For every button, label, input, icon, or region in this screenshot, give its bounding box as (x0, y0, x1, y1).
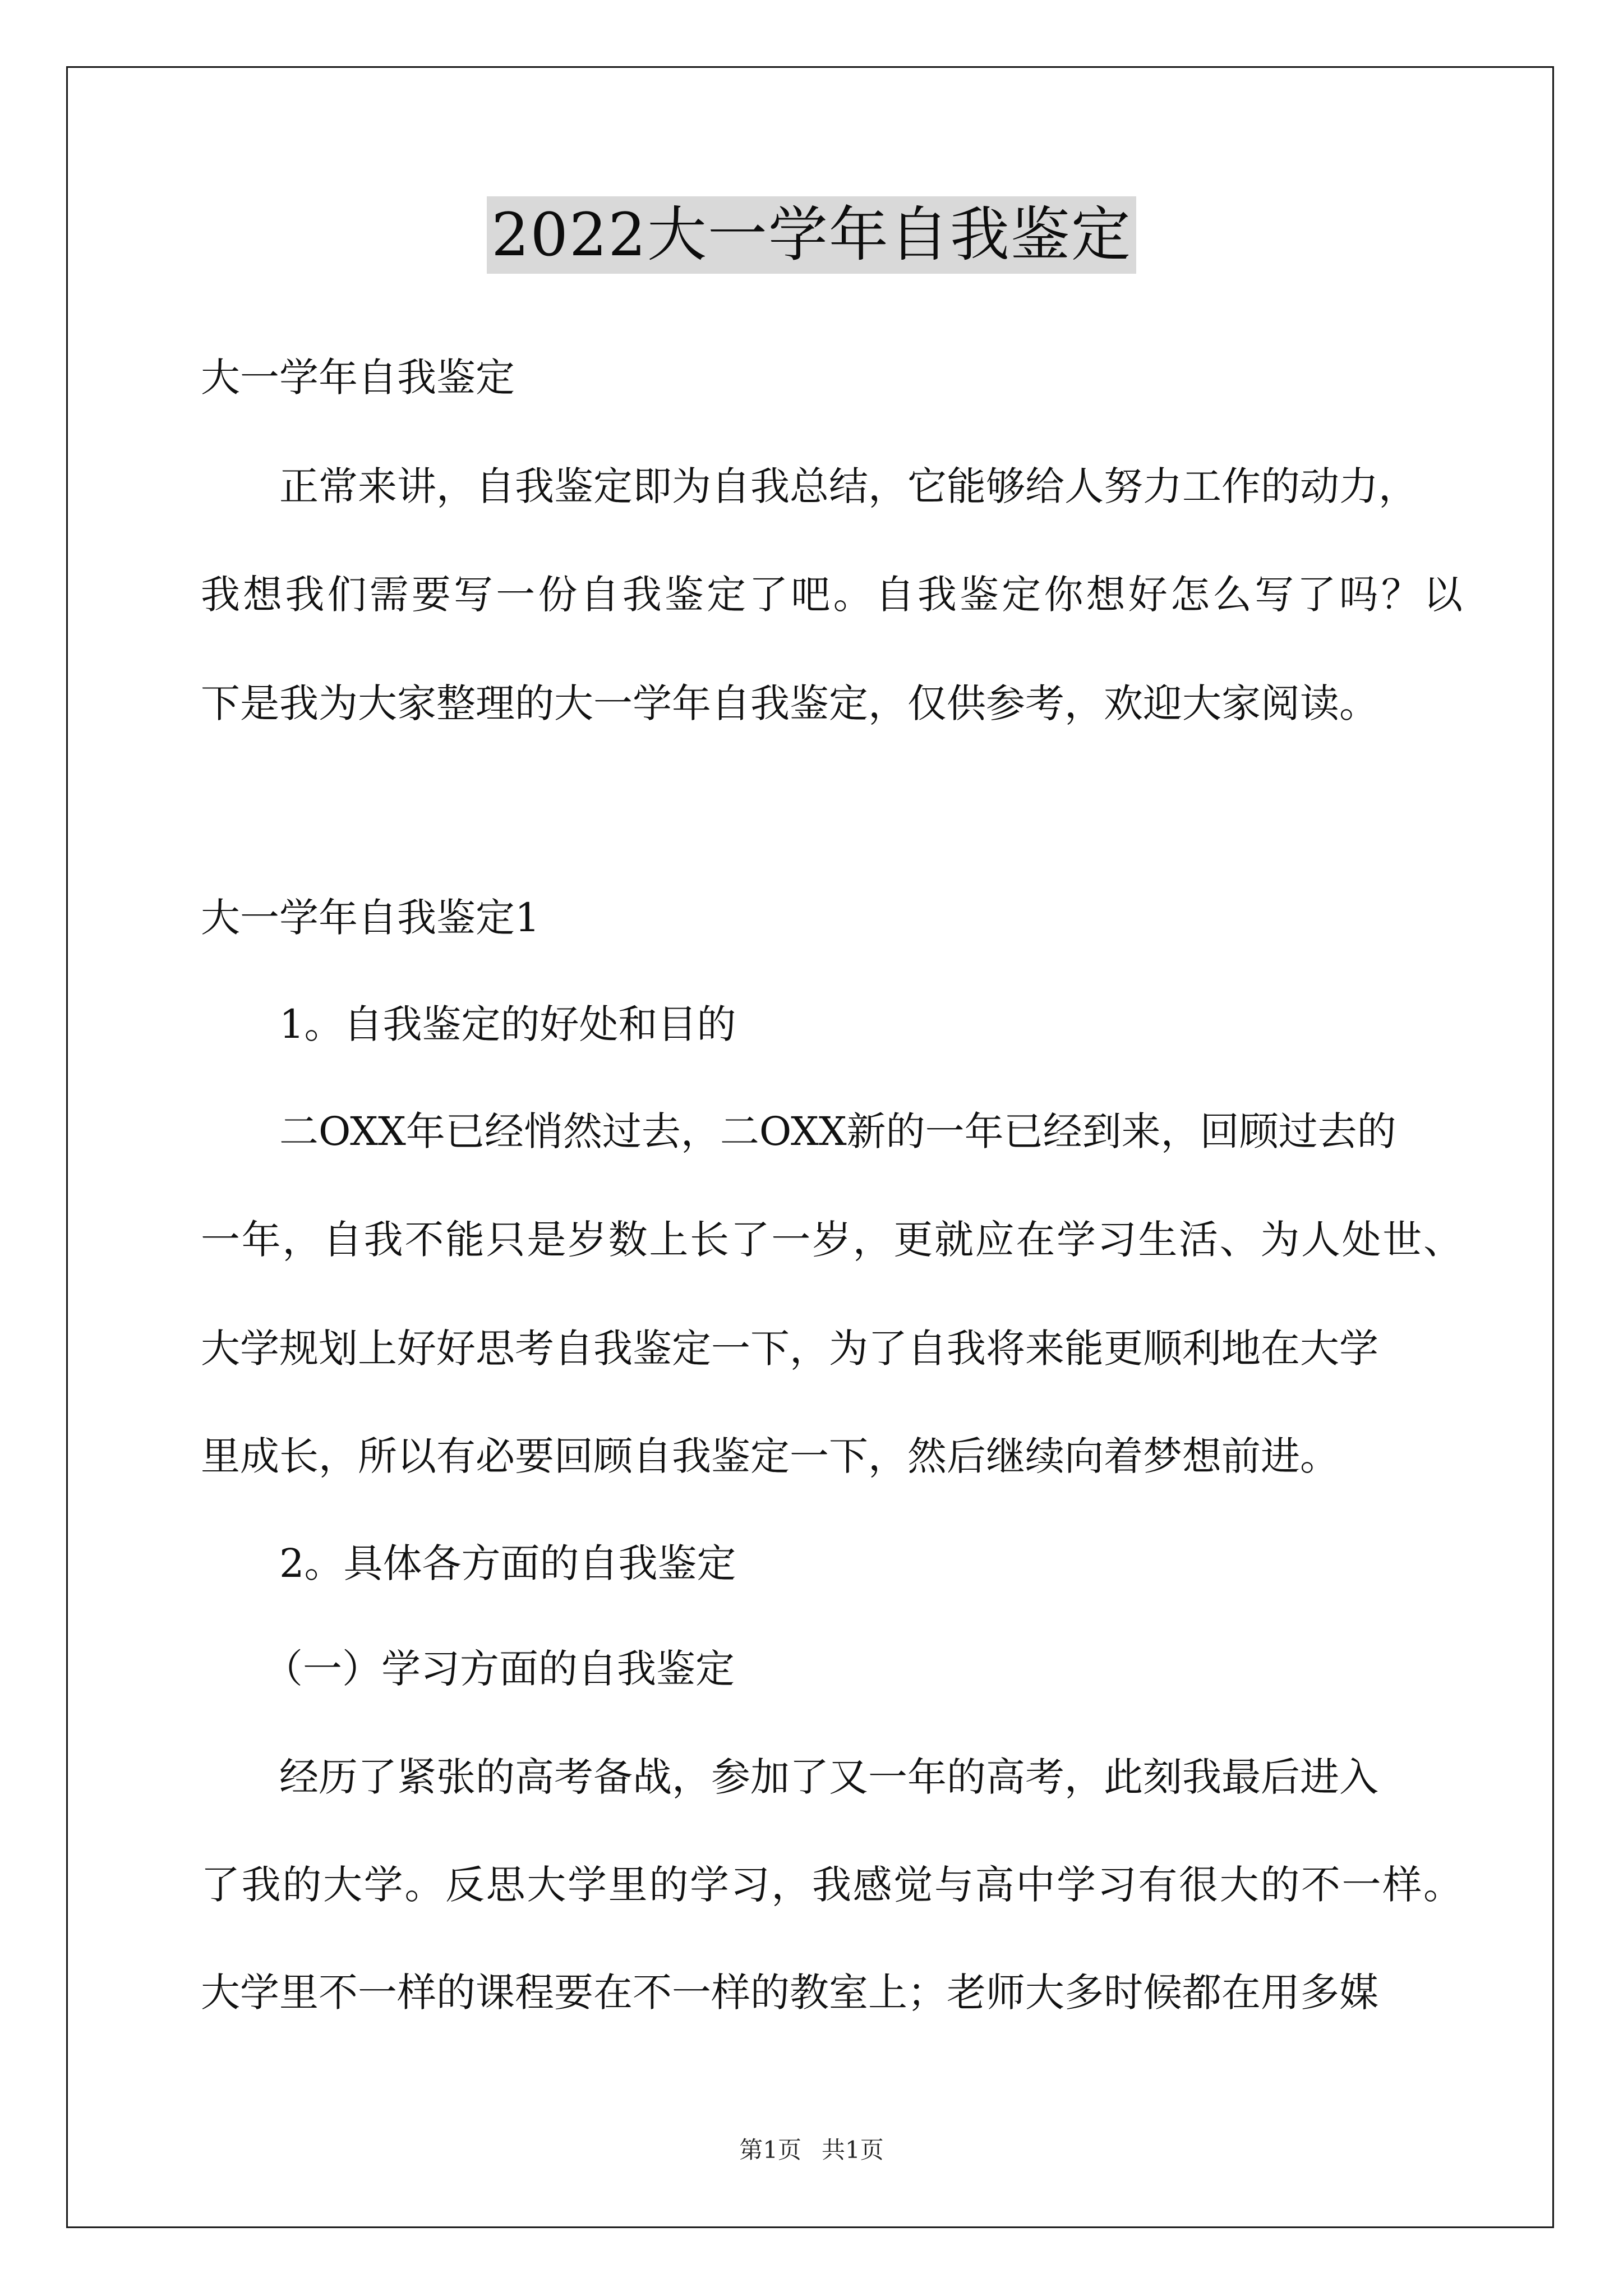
paragraph-line: 里成长，所以有必要回顾自我鉴定一下，然后继续向着梦想前进。 (201, 1433, 1339, 1479)
paragraph-line: 正常来讲，自我鉴定即为自我总结，它能够给人努力工作的动力， (279, 463, 1418, 509)
paragraph-line: 了我的大学。反思大学里的学习，我感觉与高中学习有很大的不一样。 (201, 1862, 1463, 1908)
page-number-current: 第1页 (739, 2136, 801, 2164)
subsection-heading: （一）学习方面的自我鉴定 (264, 1646, 735, 1692)
title-container (0, 196, 1623, 274)
paragraph-line: 大学里不一样的课程要在不一样的教室上；老师大多时候都在用多媒 (201, 1970, 1378, 2016)
paragraph-line: 二OXX年已经悄然过去，二OXX新的一年已经到来，回顾过去的 (279, 1108, 1396, 1154)
section-heading: 大一学年自我鉴定1 (201, 895, 540, 941)
section-heading: 大一学年自我鉴定 (201, 355, 515, 401)
subsection-heading: 2。具体各方面的自我鉴定 (279, 1540, 736, 1586)
paragraph-line: 经历了紧张的高考备战，参加了又一年的高考，此刻我最后进入 (279, 1754, 1378, 1800)
document-title: 2022大一学年自我鉴定 (487, 196, 1136, 274)
paragraph-line: 我想我们需要写一份自我鉴定了吧。自我鉴定你想好怎么写了吗？以 (201, 572, 1463, 618)
subsection-heading: 1。自我鉴定的好处和目的 (279, 1001, 736, 1047)
paragraph-line: 大学规划上好好思考自我鉴定一下，为了自我将来能更顺利地在大学 (201, 1326, 1378, 1372)
page-number-total: 共1页 (822, 2136, 884, 2164)
page-footer (0, 2136, 1623, 2164)
paragraph-line: 下是我为大家整理的大一学年自我鉴定，仅供参考，欢迎大家阅读。 (201, 680, 1378, 726)
paragraph-line: 一年，自我不能只是岁数上长了一岁，更就应在学习生活、为人处世、 (201, 1217, 1463, 1263)
